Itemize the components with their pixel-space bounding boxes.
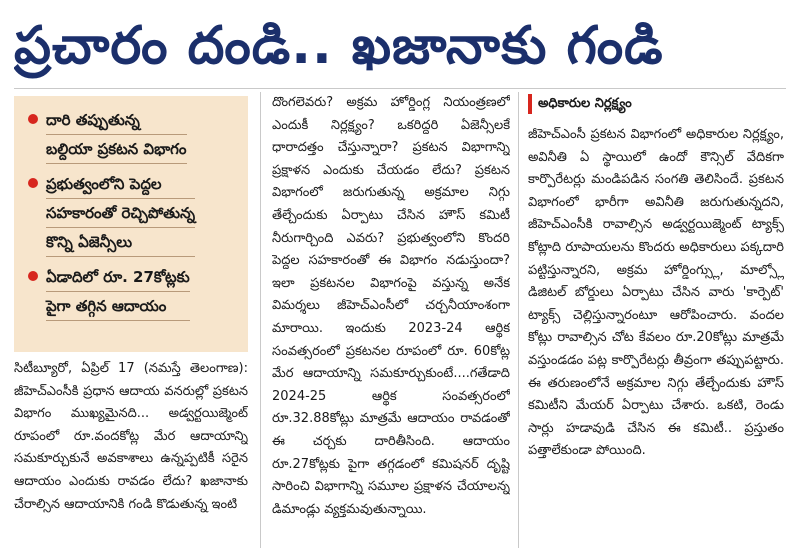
highlight-line: పైగా తగ్గిన ఆదాయం: [46, 292, 190, 321]
article-paragraph: దొంగలెవరు? అక్రమ హోర్డింగ్ల నియంత్రణలో ఎందుకీ నిర్లక్ష్యం? ఒకరిద్దరి ఏజెన్సీలకే ధారాదత్తం చేస్తున్నారా? ప్రకటన విభాగాన్ని ప్రక్షాళన ఎందుకు చేయడం లేదు? ప్రకటన విభాగంలో జరుగుతున్న అక్రమాల నిగ్గు తేల్చేందుకు ఏర్పాటు చేసిన హౌస్ కమిటీ నీరుగార్చింది ఎవరు? ప్రభుత్వంలోని కొందరి పెద్దల సహకారంతో ఈ విభాగం నడుస్తుందా? ఇలా ప్రకటనల విభాగంపై వస్తున్న అనేక విమర్శలు జీహెచ్ఎంసీలో చర్చనీయాంశంగా మారాయి. ఇందుకు 2023-24 ఆర్థిక సంవత్సరంలో ప్రకటనల రూపంలో రూ. 60కోట్ల మేర ఆదాయాన్ని సమకూర్చుకుంటే....గతేడాది 2024-25 ఆర్థిక సంవత్సరంలో రూ.32.88కోట్లు మాత్రమే ఆదాయం రావడంతో ఈ చర్చకు దారితీసింది. ఆదాయం రూ.27కోట్లకు పైగా తగ్గడంలో కమిషనర్ దృష్టి సారించి విభాగాన్ని సమూల ప్రక్షాళన చేయాలన్న డిమాండ్లు వ్యక్తమవుతున్నాయి.: [272, 95, 510, 517]
bullet-icon: [28, 178, 38, 188]
highlight-line: ఏడాదిలో రూ. 27కోట్లకు: [46, 263, 190, 292]
article-paragraph: సిటీబ్యూరో, ఏప్రిల్ 17 (నమస్తే తెలంగాణ): జీహెచ్ఎంసీకి ప్రధాన ఆదాయ వనరుల్లో ప్రకటన విభాగం ముఖ్యమైనది... అడ్వర్టయిజ్మెంట్ రూపంలో రూ.వందకోట్ల మేర ఆదాయాన్ని సమకూర్చుకునే అవకాశాలు ఉన్నప్పటికీ సరైన ఆదాయం ఎందుకు రావడం లేదు? ఖజానాకు చేరాల్సిన ఆదాయానికి గండి కొడుతున్న ఇంటి: [14, 361, 248, 512]
article-paragraph: జీహెచ్ఎంసీ ప్రకటన విభాగంలో అధికారుల నిర్లక్ష్యం, అవినీతి ఏ స్థాయిలో ఉందో కౌన్సిల్ వేదికగా కార్పొరేటర్లు మండిపడిన సంగతి తెలిసిందే. ప్రకటన విభాగంలో భారీగా అవినీతి జరుగుతున్నదని, జీహెచ్ఎంసీకి రావాల్సిన అడ్వర్టయిజ్మెంట్ ట్యాక్స్ కోట్లాది రూపాయలను కొందరు అధికారులు పక్కదారి పట్టిస్తున్నారని, అక్రమ హోర్డింగ్స్లు, మాల్స్లో డిజిటల్ బోర్డులు ఏర్పాటు చేసిన వారు 'కార్పెట్' ట్యాక్స్ చెల్లిస్తున్నారంటూ ఆరోపించారు. వందల కోట్లు రావాల్సిన చోట కేవలం రూ.20కోట్లు మాత్రమే వస్తుండడం పట్ల కార్పొరేటర్లు తీవ్రంగా తప్పుపట్టారు. ఈ తరుణంలోనే అక్రమాల నిగ్గు తేల్చేందుకు హౌస్ కమిటీని మేయర్ ఏర్పాటు చేశారు. ఒకటి, రెండు సార్లు హడావుడి చేసిన ఈ కమిటీ.. ప్రస్తుతం పత్తాలేకుండా పోయింది.: [528, 127, 784, 459]
subheading-label: అధికారుల నిర్లక్ష్యం: [528, 94, 638, 114]
headline-divider: [14, 88, 786, 89]
highlight-item: [24, 106, 238, 164]
article-column-1: [14, 358, 248, 548]
article-column-2: [272, 92, 510, 548]
highlight-item: [24, 170, 238, 257]
highlight-line: దారి తప్పుతున్న: [46, 106, 187, 135]
bullet-icon: [28, 114, 38, 124]
column-divider: [260, 92, 261, 548]
highlight-line: బల్దియా ప్రకటన విభాగం: [46, 135, 187, 164]
highlight-line: సహకారంతో రెచ్చిపోతున్న: [46, 199, 195, 228]
column-divider: [518, 92, 519, 548]
highlight-item: [24, 263, 238, 321]
bullet-icon: [28, 271, 38, 281]
highlights-box: [14, 96, 248, 352]
highlight-line: ప్రభుత్వంలోని పెద్దల: [46, 170, 195, 199]
highlight-line: కొన్ని ఏజెన్సీలు: [46, 228, 195, 257]
article-column-3: [528, 124, 784, 548]
subheading: [528, 92, 784, 114]
headline: ప్రచారం దండి.. ఖజానాకు గండి: [14, 16, 664, 76]
